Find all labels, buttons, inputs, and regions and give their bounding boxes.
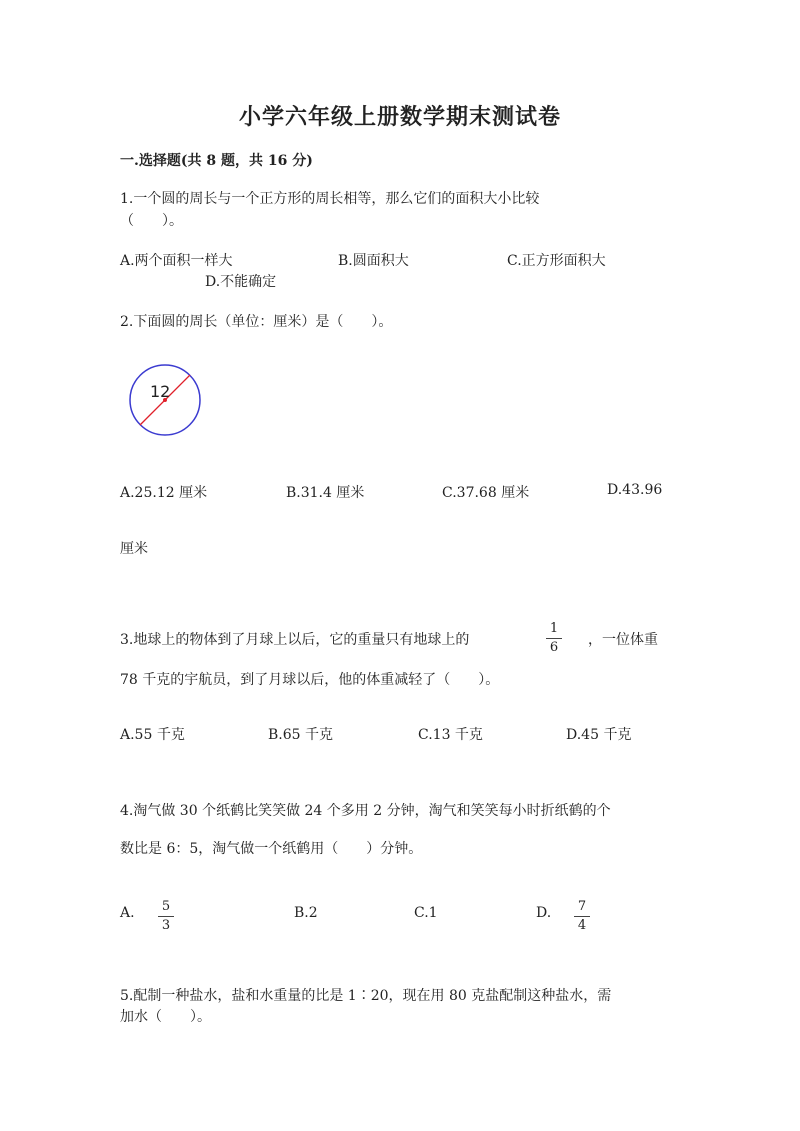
q3-option-d[interactable]: D.45 千克 bbox=[566, 727, 632, 743]
q5-text-line2: 加水（ ）。 bbox=[120, 1009, 211, 1025]
q3-text-line1b: ，一位体重 bbox=[588, 632, 658, 648]
q3-option-b[interactable]: B.65 千克 bbox=[268, 727, 334, 743]
fraction-bar bbox=[574, 916, 590, 917]
fraction-bar bbox=[546, 638, 562, 639]
q1-option-d[interactable]: D.不能确定 bbox=[205, 274, 277, 290]
fraction-denominator: 4 bbox=[577, 918, 587, 933]
q1-text-line2: （ ）。 bbox=[120, 213, 183, 229]
q3-option-c[interactable]: C.13 千克 bbox=[418, 727, 483, 743]
fraction-denominator: 6 bbox=[549, 640, 559, 655]
fraction-numerator: 7 bbox=[577, 899, 587, 914]
page-title: 小学六年级上册数学期末测试卷 bbox=[238, 104, 561, 130]
q2-option-d-unit: 厘米 bbox=[120, 541, 148, 557]
q4-text-line1: 4.淘气做 30 个纸鹤比笑笑做 24 个多用 2 分钟，淘气和笑笑每小时折纸鹤的个 bbox=[120, 803, 611, 819]
q1-text-line1: 1.一个圆的周长与一个正方形的周长相等，那么它们的面积大小比较 bbox=[120, 191, 540, 207]
q2-text: 2.下面圆的周长（单位：厘米）是（ ）。 bbox=[120, 314, 393, 330]
q3-option-a[interactable]: A.55 千克 bbox=[120, 727, 185, 743]
q1-option-b[interactable]: B.圆面积大 bbox=[338, 253, 409, 269]
q4-text-line2: 数比是 6：5，淘气做一个纸鹤用（ ）分钟。 bbox=[120, 841, 423, 857]
diameter-label: 12 bbox=[150, 382, 171, 401]
q4-option-d-label[interactable]: D. bbox=[536, 905, 552, 921]
fraction-denominator: 3 bbox=[161, 918, 171, 933]
q1-option-c[interactable]: C.正方形面积大 bbox=[507, 253, 606, 269]
q2-option-a[interactable]: A.25.12 厘米 bbox=[120, 485, 208, 501]
q3-fraction bbox=[546, 621, 562, 656]
section-heading: 一.选择题(共 8 题，共 16 分) bbox=[120, 153, 313, 169]
q4-option-b[interactable]: B.2 bbox=[294, 905, 318, 921]
q4-option-a-fraction[interactable] bbox=[158, 899, 174, 934]
q2-option-b[interactable]: B.31.4 厘米 bbox=[286, 485, 365, 501]
fraction-bar bbox=[158, 916, 174, 917]
fraction-numerator: 1 bbox=[549, 621, 559, 636]
q1-option-a[interactable]: A.两个面积一样大 bbox=[120, 253, 233, 269]
q2-option-d[interactable]: D.43.96 bbox=[607, 482, 663, 498]
q4-option-c[interactable]: C.1 bbox=[414, 905, 438, 921]
q3-text-line1a: 3.地球上的物体到了月球上以后，它的重量只有地球上的 bbox=[120, 632, 470, 648]
q4-option-d-fraction[interactable] bbox=[574, 899, 590, 934]
q2-circle-figure bbox=[120, 360, 210, 440]
fraction-numerator: 5 bbox=[161, 899, 171, 914]
q3-text-line2: 78 千克的宇航员，到了月球以后，他的体重减轻了（ ）。 bbox=[120, 672, 500, 688]
q5-text-line1: 5.配制一种盐水，盐和水重量的比是 1∶20，现在用 80 克盐配制这种盐水，需 bbox=[120, 988, 612, 1004]
q4-option-a-label[interactable]: A. bbox=[120, 905, 135, 921]
q2-option-c[interactable]: C.37.68 厘米 bbox=[442, 485, 530, 501]
